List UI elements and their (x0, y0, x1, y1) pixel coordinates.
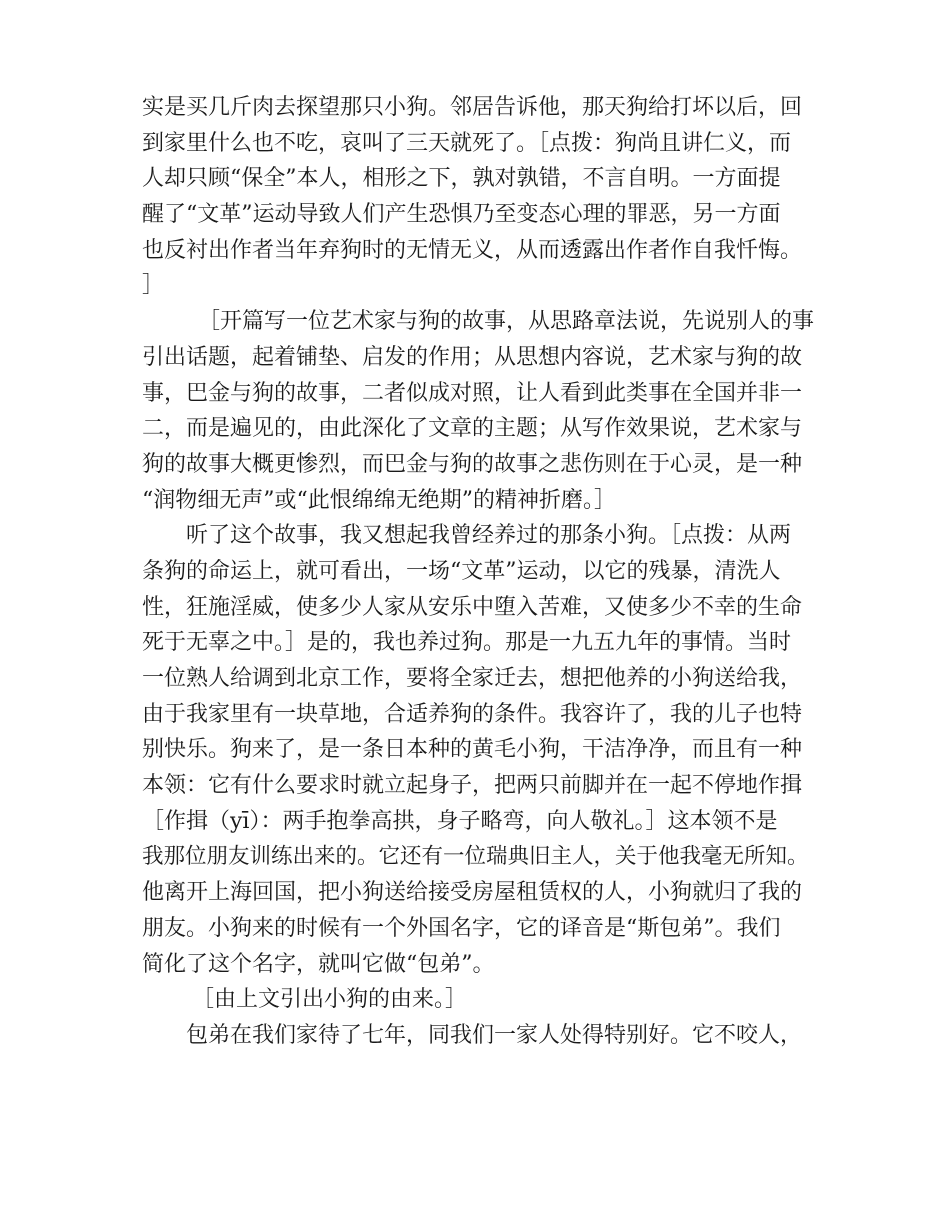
text-line: 简化了这个名字，就叫它做“包弟”。 (142, 951, 495, 977)
text-line: 条狗的命运上，就可看出，一场“文革”运动，以它的残暴，清洗人 (142, 558, 781, 584)
text-line: 二，而是遍见的，由此深化了文章的主题；从写作效果说，艺术家与 (142, 416, 803, 442)
text-line: ［开篇写一位艺术家与狗的故事，从思路章法说，先说别人的事 (198, 309, 815, 335)
text-line: 本领：它有什么要求时就立起身子，把两只前脚并在一起不停地作揖 (142, 773, 803, 799)
text-line: 引出话题，起着铺垫、启发的作用；从思想内容说，艺术家与狗的故 (142, 344, 803, 370)
text-line: 一位熟人给调到北京工作，要将全家迁去，想把他养的小狗送给我， (142, 666, 803, 691)
document-body (142, 90, 822, 1054)
text-line: 由于我家里有一块草地，合适养狗的条件。我容许了，我的儿子也特 (142, 701, 803, 727)
text-line: 别快乐。狗来了，是一条日本种的黄毛小狗，干洁净净，而且有一种 (142, 737, 803, 763)
text-line: 死于无辜之中。］是的，我也养过狗。那是一九五九年的事情。当时 (142, 630, 792, 656)
text-line: 性，狂施淫威，使多少人家从安乐中堕入苦难，又使多少不幸的生命 (142, 594, 803, 620)
text-line: 包弟在我们家待了七年，同我们一家人处得特别好。它不咬人， (186, 1022, 803, 1048)
text-line: 到家里什么也不吃，哀叫了三天就死了。［点拨：狗尚且讲仁义，而 (142, 130, 792, 156)
text-line: 人却只顾“保全”本人，相形之下，孰对孰错，不言自明。一方面提 (142, 166, 781, 192)
text-line: 醒了“文革”运动导致人们产生恐惧乃至变态心理的罪恶，另一方面 (142, 202, 781, 228)
text-line: 事，巴金与狗的故事，二者似成对照，让人看到此类事在全国并非一 (142, 380, 803, 406)
text-line: 也反衬出作者当年弃狗时的无情无义，从而透露出作者作自我忏悔。 (142, 237, 803, 263)
text-line: ［作揖（yī）：两手抱拳高拱，身子略弯，向人敬礼。］这本领不是 (142, 808, 778, 834)
text-line: 实是买几斤肉去探望那只小狗。邻居告诉他，那天狗给打坏以后，回 (142, 95, 803, 120)
text-line: 狗的故事大概更惨烈，而巴金与狗的故事之悲伤则在于心灵，是一种 (142, 451, 803, 477)
text-line: ［由上文引出小狗的由来。］ (192, 987, 468, 1013)
text-line: 我那位朋友训练出来的。它还有一位瑞典旧主人，关于他我毫无所知。 (142, 844, 809, 870)
text-line: “润物细无声”或“此恨绵绵无绝期”的精神折磨。］ (142, 487, 616, 513)
text-line: 听了这个故事，我又想起我曾经养过的那条小狗。［点拨：从两 (186, 523, 792, 549)
text-line: ］ (142, 273, 165, 299)
text-line: 他离开上海回国，把小狗送给接受房屋租赁权的人，小狗就归了我的 (142, 880, 803, 906)
text-line: 朋友。小狗来的时候有一个外国名字，它的译音是“斯包弟”。我们 (142, 915, 781, 941)
